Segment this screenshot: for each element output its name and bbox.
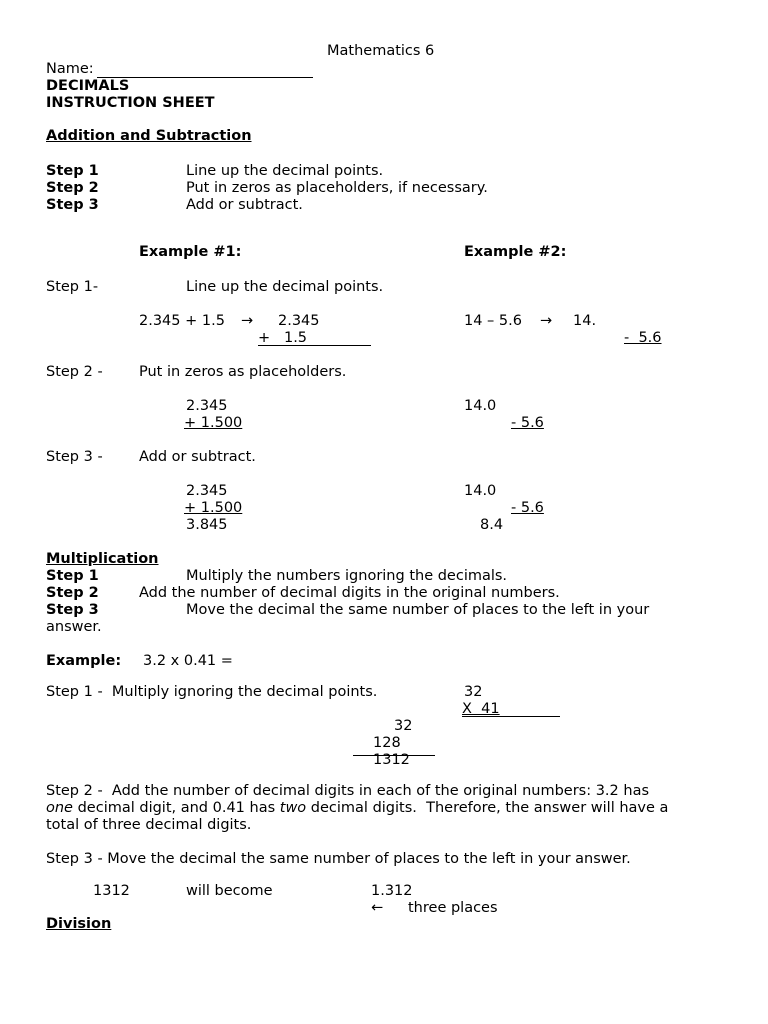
ex2-s2-top: 14.0 bbox=[464, 398, 497, 414]
mult-before-value: 1312 bbox=[93, 883, 130, 899]
ex2-s1-top: 14. bbox=[573, 313, 597, 329]
addsub-heading: Addition and Subtraction bbox=[46, 128, 252, 144]
mult-factor-bottom: X 41 bbox=[462, 701, 500, 717]
name-label: Name: bbox=[46, 61, 94, 77]
addsub-s3-text: Add or subtract. bbox=[139, 449, 256, 465]
mult-step3-label: Step 3 bbox=[46, 602, 99, 618]
title-decimals: DECIMALS bbox=[46, 78, 130, 94]
mult-s1-text: Step 1 - Multiply ignoring the decimal points. bbox=[46, 684, 378, 700]
mult-step3-continuation: answer. bbox=[46, 619, 102, 635]
division-heading: Division bbox=[46, 916, 112, 932]
mult-s2-line3: total of three decimal digits. bbox=[46, 817, 252, 833]
ex2-s3-result: 8.4 bbox=[480, 517, 504, 533]
ex1-s2-bottom: + 1.500 bbox=[184, 415, 243, 431]
ex1-s1-bottom: + 1.5 bbox=[258, 330, 308, 346]
mult-step2-label: Step 2 bbox=[46, 585, 99, 601]
course-title: Mathematics 6 bbox=[327, 43, 435, 59]
addsub-step1-text: Line up the decimal points. bbox=[186, 163, 384, 179]
addsub-step3-text: Add or subtract. bbox=[186, 197, 303, 213]
addsub-s1-text: Line up the decimal points. bbox=[186, 279, 384, 295]
ex2-s3-bottom: - 5.6 bbox=[511, 500, 544, 516]
example1-heading: Example #1: bbox=[139, 244, 242, 260]
mult-factor-underline bbox=[462, 716, 560, 717]
ex1-expression: 2.345 + 1.5 bbox=[139, 313, 225, 329]
ex1-s3-top: 2.345 bbox=[186, 483, 228, 499]
addsub-step1-label: Step 1 bbox=[46, 163, 99, 179]
left-arrow-icon: ← bbox=[371, 900, 384, 916]
ex2-arrow: → bbox=[540, 313, 553, 329]
mult-after-value: 1.312 bbox=[371, 883, 413, 899]
mult-step1-text: Multiply the numbers ignoring the decimals. bbox=[186, 568, 508, 584]
ex1-s3-result: 3.845 bbox=[186, 517, 228, 533]
mult-heading: Multiplication bbox=[46, 551, 159, 567]
name-blank-line bbox=[97, 77, 313, 78]
ex2-s3-top: 14.0 bbox=[464, 483, 497, 499]
mult-partial-1: 32 bbox=[394, 718, 413, 734]
mult-step1-label: Step 1 bbox=[46, 568, 99, 584]
title-instruction-sheet: INSTRUCTION SHEET bbox=[46, 95, 215, 111]
mult-s2-one: one bbox=[46, 800, 73, 816]
mult-partial-2: 128 bbox=[373, 735, 401, 751]
mult-will-become: will become bbox=[186, 883, 273, 899]
example2-heading: Example #2: bbox=[464, 244, 567, 260]
addsub-s2-label: Step 2 - bbox=[46, 364, 103, 380]
ex2-s1-bottom: - 5.6 bbox=[624, 330, 662, 346]
addsub-step2-text: Put in zeros as placeholders, if necessary. bbox=[186, 180, 488, 196]
ex2-s2-bottom: - 5.6 bbox=[511, 415, 544, 431]
addsub-step2-label: Step 2 bbox=[46, 180, 99, 196]
addsub-step3-label: Step 3 bbox=[46, 197, 99, 213]
mult-step3-text: Move the decimal the same number of places to the left in your bbox=[186, 602, 650, 618]
mult-step2-text: Add the number of decimal digits in the original numbers. bbox=[139, 585, 560, 601]
mult-s2-line2: one decimal digit, and 0.41 has two decimal digits. Therefore, the answer will have a bbox=[46, 800, 669, 816]
mult-s3-text: Step 3 - Move the decimal the same number of places to the left in your answer. bbox=[46, 851, 631, 867]
ex1-s1-top: 2.345 bbox=[278, 313, 320, 329]
mult-three-places: three places bbox=[408, 900, 498, 916]
mult-example-label: Example: bbox=[46, 653, 122, 669]
mult-s2-two: two bbox=[279, 800, 307, 816]
ex2-expression: 14 – 5.6 bbox=[464, 313, 522, 329]
mult-s2-line1: Step 2 - Add the number of decimal digits in each of the original numbers: 3.2 has bbox=[46, 783, 650, 799]
addsub-s2-text: Put in zeros as placeholders. bbox=[139, 364, 347, 380]
addsub-s3-label: Step 3 - bbox=[46, 449, 103, 465]
mult-factor-top: 32 bbox=[464, 684, 483, 700]
addsub-s1-label: Step 1- bbox=[46, 279, 99, 295]
mult-product: 1312 bbox=[373, 752, 410, 768]
mult-example-expression: 3.2 x 0.41 = bbox=[143, 653, 233, 669]
ex1-s1-underline bbox=[258, 345, 371, 346]
ex1-s2-top: 2.345 bbox=[186, 398, 228, 414]
ex1-s3-bottom: + 1.500 bbox=[184, 500, 243, 516]
ex1-arrow: → bbox=[241, 313, 254, 329]
